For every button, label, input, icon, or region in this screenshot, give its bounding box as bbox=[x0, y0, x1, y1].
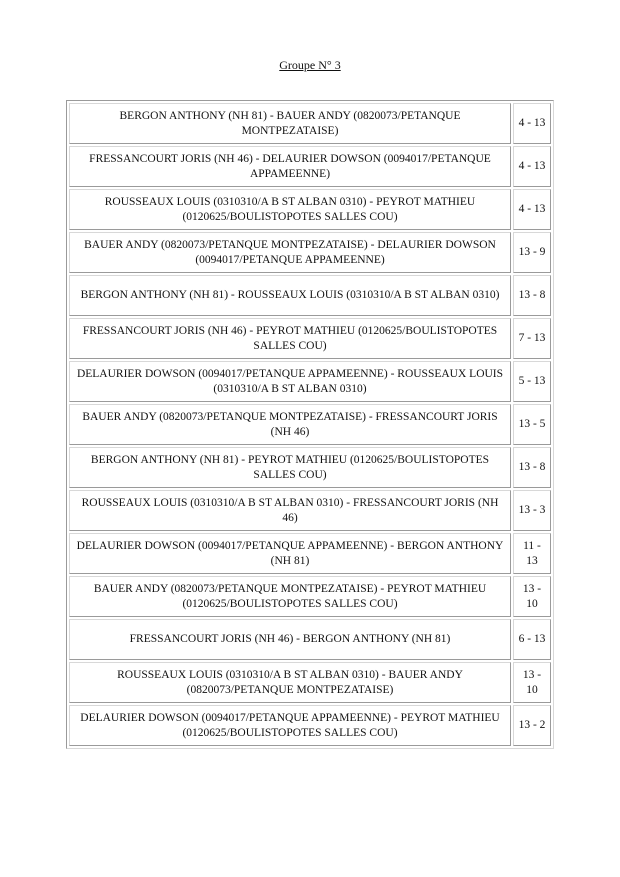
match-cell: DELAURIER DOWSON (0094017/PETANQUE APPAMEENNE) - ROUSSEAUX LOUIS (0310310/A B ST ALBAN 0310) bbox=[69, 361, 511, 402]
match-cell: ROUSSEAUX LOUIS (0310310/A B ST ALBAN 0310) - PEYROT MATHIEU (0120625/BOULISTOPOTES SALLES COU) bbox=[69, 189, 511, 230]
table-row bbox=[69, 318, 551, 359]
table-row bbox=[69, 275, 551, 316]
table-row bbox=[69, 662, 551, 703]
match-cell: FRESSANCOURT JORIS (NH 46) - PEYROT MATHIEU (0120625/BOULISTOPOTES SALLES COU) bbox=[69, 318, 511, 359]
table-row bbox=[69, 404, 551, 445]
match-cell: FRESSANCOURT JORIS (NH 46) - BERGON ANTHONY (NH 81) bbox=[69, 619, 511, 660]
score-cell: 13 - 8 bbox=[513, 275, 551, 316]
score-cell: 7 - 13 bbox=[513, 318, 551, 359]
score-cell: 13 - 10 bbox=[513, 576, 551, 617]
match-cell: BAUER ANDY (0820073/PETANQUE MONTPEZATAISE) - PEYROT MATHIEU (0120625/BOULISTOPOTES SALLES COU) bbox=[69, 576, 511, 617]
table-row bbox=[69, 189, 551, 230]
score-cell: 13 - 5 bbox=[513, 404, 551, 445]
match-cell: BAUER ANDY (0820073/PETANQUE MONTPEZATAISE) - DELAURIER DOWSON (0094017/PETANQUE APPAMEENNE) bbox=[69, 232, 511, 273]
match-cell: ROUSSEAUX LOUIS (0310310/A B ST ALBAN 0310) - FRESSANCOURT JORIS (NH 46) bbox=[69, 490, 511, 531]
score-cell: 13 - 3 bbox=[513, 490, 551, 531]
match-cell: DELAURIER DOWSON (0094017/PETANQUE APPAMEENNE) - BERGON ANTHONY (NH 81) bbox=[69, 533, 511, 574]
match-cell: BERGON ANTHONY (NH 81) - ROUSSEAUX LOUIS (0310310/A B ST ALBAN 0310) bbox=[69, 275, 511, 316]
match-cell: BERGON ANTHONY (NH 81) - PEYROT MATHIEU (0120625/BOULISTOPOTES SALLES COU) bbox=[69, 447, 511, 488]
score-cell: 4 - 13 bbox=[513, 103, 551, 144]
match-cell: DELAURIER DOWSON (0094017/PETANQUE APPAMEENNE) - PEYROT MATHIEU (0120625/BOULISTOPOTES SALLES COU) bbox=[69, 705, 511, 746]
score-cell: 4 - 13 bbox=[513, 146, 551, 187]
table-row bbox=[69, 490, 551, 531]
score-cell: 5 - 13 bbox=[513, 361, 551, 402]
results-body bbox=[69, 103, 551, 746]
score-cell: 13 - 9 bbox=[513, 232, 551, 273]
score-cell: 11 - 13 bbox=[513, 533, 551, 574]
score-cell: 4 - 13 bbox=[513, 189, 551, 230]
table-row bbox=[69, 146, 551, 187]
table-row bbox=[69, 232, 551, 273]
table-row bbox=[69, 705, 551, 746]
match-cell: FRESSANCOURT JORIS (NH 46) - DELAURIER DOWSON (0094017/PETANQUE APPAMEENNE) bbox=[69, 146, 511, 187]
page-title: Groupe N° 3 bbox=[279, 58, 341, 72]
score-cell: 13 - 10 bbox=[513, 662, 551, 703]
table-row bbox=[69, 103, 551, 144]
match-cell: BAUER ANDY (0820073/PETANQUE MONTPEZATAISE) - FRESSANCOURT JORIS (NH 46) bbox=[69, 404, 511, 445]
score-cell: 13 - 2 bbox=[513, 705, 551, 746]
score-cell: 13 - 8 bbox=[513, 447, 551, 488]
table-row bbox=[69, 533, 551, 574]
table-row bbox=[69, 361, 551, 402]
score-cell: 6 - 13 bbox=[513, 619, 551, 660]
results-table bbox=[66, 100, 554, 749]
table-row bbox=[69, 619, 551, 660]
match-cell: ROUSSEAUX LOUIS (0310310/A B ST ALBAN 0310) - BAUER ANDY (0820073/PETANQUE MONTPEZATAISE) bbox=[69, 662, 511, 703]
table-row bbox=[69, 447, 551, 488]
match-cell: BERGON ANTHONY (NH 81) - BAUER ANDY (0820073/PETANQUE MONTPEZATAISE) bbox=[69, 103, 511, 144]
table-row bbox=[69, 576, 551, 617]
